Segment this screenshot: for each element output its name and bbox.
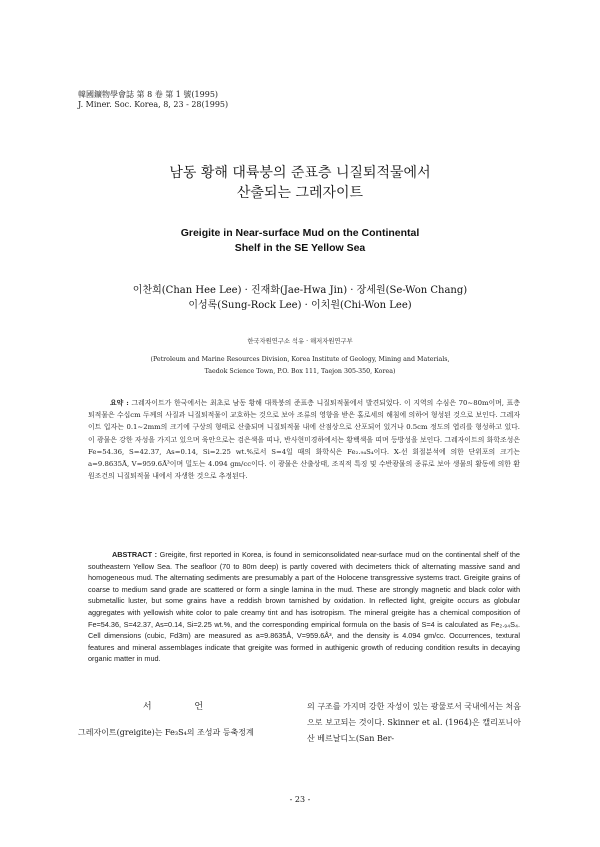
affiliation-korean: 한국자원연구소 석유 · 해저자원연구부: [247, 338, 353, 345]
section-title-introduction: 서 언: [142, 702, 224, 712]
journal-header: [78, 90, 228, 110]
abstract-korean-label: 요약 :: [110, 399, 129, 407]
title-korean: [0, 163, 600, 203]
abstract-korean: [88, 397, 520, 482]
authors-line1: 이찬희(Chan Hee Lee) · 진재화(Jae-Hwa Jin) · 장세원(Se-Won Chang): [132, 285, 468, 296]
title-korean-line1: 남동 황해 대륙붕의 준표층 니질퇴적물에서: [169, 165, 431, 181]
journal-line-ko: 韓國鑛物學會誌 第 8 卷 第 1 號(1995): [78, 90, 219, 99]
journal-line-en: J. Miner. Soc. Korea, 8, 23 - 28(1995): [78, 100, 229, 109]
title-korean-line2: 산출되는 그레자이트: [236, 185, 364, 201]
abstract-english-label: ABSTRACT :: [112, 550, 158, 559]
abstract-english-text: Greigite, first reported in Korea, is found in semiconsolidated near-surface mud on the continental shelf of the southeastern Yellow Sea. The seafloor (70 to 80m deep) is partly covered with decimeters thick of alternating massive sand and homogeneous mud. The alternating sediments are presumably a part of the Holocene transgressive systems tract. Greigite grains of coarse to medium sand grade are scattered or form a single lamina in the mud. These are strongly magnetic and black color with submetallic luster, but some grains have a reddish brown tarnished by oxidation. In reflected light, greigite occurs as globular aggregates with yellowish white color to pale creamy tint and has isotropism. The mineral greigite has a chemical composition of Fe=54.36, S=42.37, As=0.14, Si=2.25 wt.%, and the corresponding empirical formula on the basis of S=4 is calculated as Fe₂.₉₄S₄. Cell dimensions (cubic, Fd3m) are measured as a=9.8635Å, V=959.6Å³, and the density is 4.094 gm/cc. Occurrences, textural features and mineral assemblages indicate that greigite was formed in authigenic growth of reducing condition results in decaying organic matter in mud.: [88, 550, 520, 664]
page-number: - 23 -: [289, 795, 311, 804]
author-list: [0, 283, 600, 313]
body-left-column: [78, 699, 288, 741]
title-english-line1: Greigite in Near-surface Mud on the Continental: [180, 227, 420, 239]
affiliation-english-line2: Taedok Science Town, P.O. Box 111, Taejon 305-350, Korea): [204, 368, 396, 375]
abstract-korean-text: 그레자이트가 한국에서는 최초로 남동 황해 대륙붕의 준표층 니질퇴적물에서 발견되었다. 이 지역의 수심은 70~80m이며, 표층 퇴적물은 수십cm 두께의 사질과 니질퇴적물이 교호하는 것으로 보아 조류의 영향을 받은 홀로세의 해침에 의하여 형성된 것으로 보인다. 그레자이트 입자는 0.1~2mm의 크기에 구상의 형태로 산출되며 니질퇴적물 내에 산점상으로 산포되어 있거나 0.5cm 정도의 엽리를 형성하고 있다. 이 광물은 강한 자성을 가지고 있으며 육안으로는 검은색을 띠나, 반사현미경하에서는 황백색을 띠며 등방성을 보인다. 그레자이트의 화학조성은 Fe=54.36, S=42.37, As=0.14, Si=2.25 wt.%로서 S=4일 때의 화학식은 Fe₂.₉₄S₄이다. X-선 회절분석에 의한 단위포의 크기는 a=9.8635Å, V=959.6Å³이며 밀도는 4.094 gm/cc이다. 이 광물은 산출상태, 조직적 특징 및 수반광물의 종류로 보아 생물의 활동에 의한 환원조건의 니질퇴적물 내에서 자생한 것으로 추정된다.: [88, 399, 520, 481]
title-english-line2: Shelf in the SE Yellow Sea: [234, 242, 366, 254]
abstract-english: [88, 549, 520, 665]
title-english: [0, 226, 600, 256]
body-left-text: 그레자이트(greigite)는 Fe₃S₄의 조성과 등축정계: [78, 728, 254, 737]
authors-line2: 이성록(Sung-Rock Lee) · 이치원(Chi-Won Lee): [188, 300, 412, 311]
body-right-text: 의 구조를 가지며 강한 자성이 있는 광물로서 국내에서는 처음으로 보고되는 것이다. Skinner et al. (1964)은 캘리포니아 산 베르날디노(San Ber-: [307, 702, 521, 743]
affiliation: [0, 336, 600, 378]
affiliation-english-line1: (Petroleum and Marine Resources Division, Korea Institute of Geology, Mining and Materials,: [150, 356, 450, 363]
body-right-column: [307, 699, 521, 747]
